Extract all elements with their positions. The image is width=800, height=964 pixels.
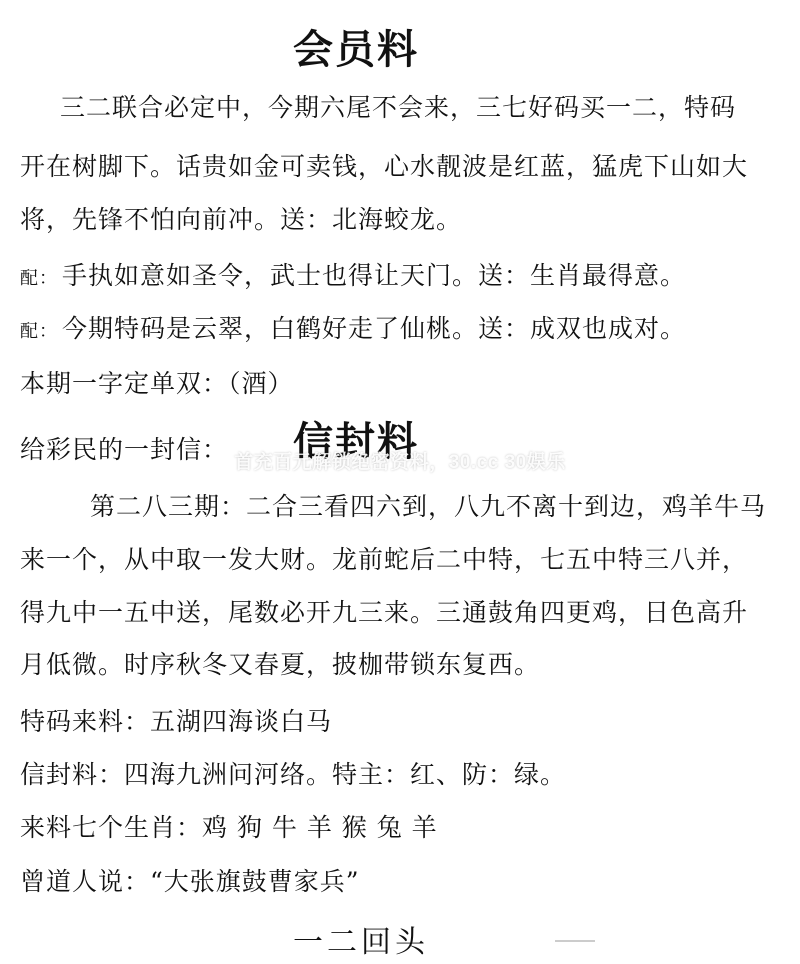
paragraph-line: 得九中一五中送，尾数必开九三来。三通鼓角四更鸡，日色高升 [20, 598, 749, 627]
footer-text: 一二回头 [293, 925, 429, 960]
pei-prefix: 配： [20, 268, 58, 289]
paragraph-line: 来一个，从中取一发大财。龙前蛇后二中特，七五中特三八并， [20, 545, 749, 574]
faint-mark [555, 940, 595, 942]
letter-title: 信封料 [293, 418, 419, 465]
paragraph-line: 月低微。时序秋冬又春夏，披枷带锁东复西。 [20, 650, 541, 679]
tema-line: 特码来料：五湖四海谈白马 [20, 707, 333, 736]
zeng-line: 曾道人说：“大张旗鼓曹家兵” [20, 867, 360, 896]
yizi-line: 本期一字定单双：（酒） [20, 369, 294, 398]
main-title: 会员料 [293, 26, 419, 73]
paragraph-line: 开在树脚下。话贵如金可卖钱，心水靓波是红蓝，猛虎下山如大 [20, 152, 749, 181]
pei-text: 手执如意如圣令，武士也得让天门。送：生肖最得意。 [62, 261, 687, 290]
pei-line-2 [20, 309, 686, 345]
pei-line-1 [20, 256, 686, 292]
pei-text: 今期特码是云翠，白鹤好走了仙桃。送：成双也成对。 [62, 314, 687, 343]
paragraph-line: 三二联合必定中，今期六尾不会来，三七好码买一二，特码 [60, 93, 737, 122]
xinfeng-line: 信封料：四海九洲问河络。特主：红、防：绿。 [20, 760, 567, 789]
paragraph-line: 第二八三期：二合三看四六到，八九不离十到边，鸡羊牛马 [90, 492, 767, 521]
shengxiao-line: 来料七个生肖：鸡 狗 牛 羊 猴 兔 羊 [20, 813, 438, 842]
letter-label: 给彩民的一封信： [20, 435, 229, 464]
paragraph-line: 将，先锋不怕向前冲。送：北海蛟龙。 [20, 205, 463, 234]
pei-prefix: 配： [20, 321, 58, 342]
watermark-text: 首充百元解锁绝密资料，30.cc 30娱乐 [234, 452, 566, 473]
